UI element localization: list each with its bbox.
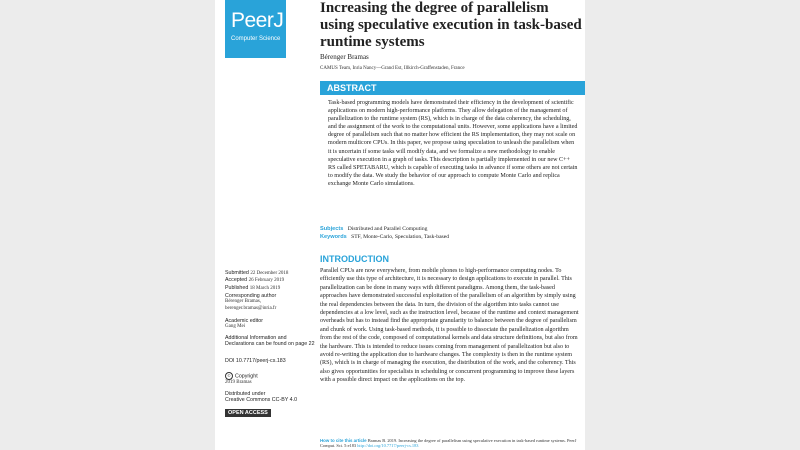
- citation-doi-link[interactable]: http://doi.org/10.7717/peerj-cs.183: [357, 443, 419, 449]
- keywords-label: Keywords: [320, 234, 347, 240]
- abstract-text: Task-based programming models have demonstrated their efficiency in the development of scientific applications on modern high-performance platforms. They allow delegation of the management of parallelization to the runtime system (RS), which is in charge of the data coherency, the scheduling, and the assignment of the work to the computational units. However, some applications have a limited degree of parallelism such that no matter how efficient the RS implementation, they may not scale on modern multicore CPUs. In this paper, we propose using speculation to unleash the parallelism when it is uncertain if some tasks will modify data, and we formalize a new methodology to enable speculative execution in a graph of tasks. This description is partially implemented in our new C++ RS called SPETABARU, which is capable of executing tasks in advance if some others are not certain to modify the data. We study the behavior of our approach to compute Monte Carlo and replica exchange Monte Carlo simulations.: [328, 100, 578, 187]
- submitted-row: [225, 270, 315, 277]
- editor-label: Academic editor: [225, 318, 263, 324]
- keywords-row: [320, 234, 449, 240]
- accepted-row: [225, 277, 315, 284]
- doi[interactable]: DOI 10.7717/peerj-cs.183: [225, 358, 286, 364]
- subjects-label: Subjects: [320, 226, 344, 232]
- copyright-row: [225, 372, 315, 380]
- corresponding-block: [225, 293, 315, 312]
- published-label: Published: [225, 284, 249, 291]
- citation-block: [320, 438, 585, 448]
- copyright-label: Copyright: [235, 373, 258, 380]
- introduction-text: Parallel CPUs are now everywhere, from mobile phones to high-performance computing nodes. To efficiently use this type of architecture, it is necessary to design applications to execute in parallel. This parallelization can be done in many ways with different paradigms. Among them, the task-based approaches have demonstrated successful exploitation of the parallelism of an algorithm by simply using the real dependencies between the data. In turn, the division of the algorithm into tasks cannot use dependencies at a low level, such as the instruction level, because of the runtime and context management overheads but has to instead find the appropriate granularity to balance between the degree of parallelism and chunk of work. Using task-based methods, it is possible to dissociate the parallelization algorithm from the rest of the code, composed of computational kernels and data structure definitions, but also from the hardware. This is intended to reduce issues coming from management of parallelization but also to avoid re-writing the application due to hardware changes. The complexity is then in the runtime system (RS), which is in charge of managing the execution, the distribution of the work, and the coherency. This also gives opportunities for specialists in scheduling or concurrent programming to improve these layers with a possible direct impact on the applications on the top.: [320, 268, 579, 384]
- copyright-block: [225, 372, 315, 386]
- copyright-icon: ©: [225, 372, 233, 380]
- submitted-date: 22 December 2018: [250, 271, 289, 276]
- accepted-label: Accepted: [225, 277, 248, 284]
- paper-affiliation: CAMUS Team, Inria Nancy—Grand Est, Illkirch-Graffenstaden, France: [320, 66, 465, 71]
- citation-journal: PeerJ Comput. Sci. 5:e183: [320, 438, 577, 449]
- published-row: [225, 285, 315, 292]
- published-date: 18 March 2019: [249, 285, 281, 291]
- license-value[interactable]: Creative Commons CC-BY 4.0: [225, 397, 298, 404]
- corresponding-email[interactable]: berenger.bramas@inria.fr: [225, 305, 277, 311]
- citation-text: Bramas B. 2019. Increasing the degree of parallelism using speculative execution in task-based runtime systems.: [367, 438, 566, 443]
- paper-page: [215, 0, 585, 450]
- dates-block: [225, 270, 315, 292]
- peerj-logo[interactable]: [225, 0, 286, 58]
- editor-block: [225, 318, 315, 331]
- submitted-label: Submitted: [225, 270, 249, 276]
- corresponding-name: Bérenger Bramas,: [225, 299, 262, 305]
- license-block: [225, 391, 315, 404]
- introduction-heading: INTRODUCTION: [320, 254, 389, 264]
- copyright-holder: 2019 Bramas: [225, 380, 252, 385]
- open-access-badge: OPEN ACCESS: [225, 409, 271, 417]
- citation-label: How to cite this article: [320, 438, 367, 443]
- keywords-value: STF, Monte-Carlo, Speculation, Task-based: [351, 234, 450, 240]
- logo-text: PeerJ: [231, 9, 284, 32]
- license-label: Distributed under: [225, 391, 266, 397]
- corresponding-label: Corresponding author: [225, 293, 277, 299]
- editor-name: Gang Mei: [225, 324, 246, 330]
- subjects-row: [320, 226, 427, 232]
- abstract-heading: ABSTRACT: [320, 81, 585, 95]
- subjects-value: Distributed and Parallel Computing: [347, 226, 428, 232]
- paper-author: Bérenger Bramas: [320, 53, 369, 61]
- paper-title: Increasing the degree of parallelism using speculative execution in task-based runtime systems: [320, 0, 582, 50]
- accepted-date: 26 February 2019: [248, 278, 285, 284]
- additional-info[interactable]: Additional Information and Declarations can be found on page 22: [225, 335, 315, 348]
- logo-subtitle: Computer Science: [231, 36, 281, 42]
